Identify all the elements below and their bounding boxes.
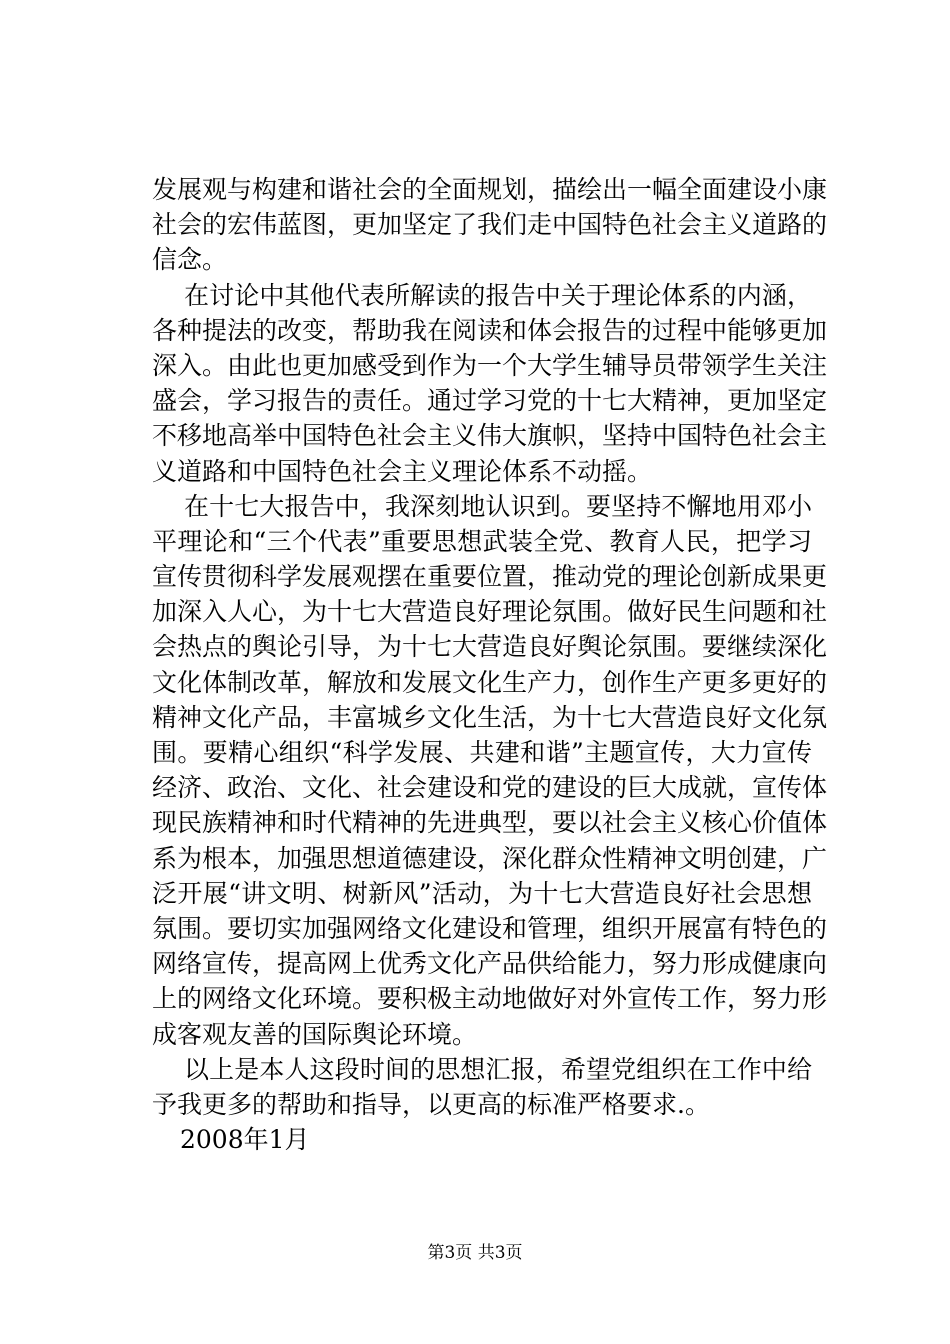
text-line: 以上是本人这段时间的思想汇报，希望党组织在工作中给 <box>184 1054 812 1084</box>
text-line: 加深入人心，为十七大营造良好理论氛围。做好民生问题和社 <box>152 597 828 627</box>
text-line: 各种提法的改变，帮助我在阅读和体会报告的过程中能够更加 <box>152 315 828 345</box>
text-line: 系为根本，加强思想道德建设，深化群众性精神文明创建，广 <box>152 843 828 873</box>
text-line: 社会的宏伟蓝图，更加坚定了我们走中国特色社会主义道路的 <box>152 210 828 240</box>
text-line: 义道路和中国特色社会主义理论体系不动摇。 <box>152 456 653 486</box>
text-line: 氛围。要切实加强网络文化建设和管理，组织开展富有特色的 <box>152 913 828 943</box>
text-line: 上的网络文化环境。要积极主动地做好对外宣传工作，努力形 <box>152 984 828 1014</box>
text-line: 精神文化产品，丰富城乡文化生活，为十七大营造良好文化氛 <box>152 702 828 732</box>
text-line: 信念。 <box>152 245 228 275</box>
text-line: 文化体制改革，解放和发展文化生产力，创作生产更多更好的 <box>152 667 828 697</box>
text-line: 在十七大报告中，我深刻地认识到。要坚持不懈地用邓小 <box>184 491 812 521</box>
text-line: 会热点的舆论引导，为十七大营造良好舆论氛围。要继续深化 <box>152 632 828 662</box>
text-line: 网络宣传，提高网上优秀文化产品供给能力，努力形成健康向 <box>152 949 828 979</box>
text-line: 深入。由此也更加感受到作为一个大学生辅导员带领学生关注 <box>152 350 828 380</box>
text-line: 予我更多的帮助和指导，以更高的标准严格要求.。 <box>152 1089 710 1119</box>
text-line: 成客观友善的国际舆论环境。 <box>152 1019 478 1049</box>
text-line: 平理论和“三个代表”重要思想武装全党、教育人民，把学习 <box>152 526 812 556</box>
text-line: 盛会，学习报告的责任。通过学习党的十七大精神，更加坚定 <box>152 386 828 416</box>
text-line: 围。要精心组织“科学发展、共建和谐”主题宣传，大力宣传 <box>152 738 812 767</box>
text-line: 发展观与构建和谐社会的全面规划，描绘出一幅全面建设小康 <box>152 175 828 204</box>
text-line: 在讨论中其他代表所解读的报告中关于理论体系的内涵， <box>184 280 812 310</box>
text-line: 经济、政治、文化、社会建设和党的建设的巨大成就，宣传体 <box>152 773 828 803</box>
text-line: 现民族精神和时代精神的先进典型，要以社会主义核心价值体 <box>152 808 828 838</box>
page-number-footer: 第3页 共3页 <box>427 1243 523 1263</box>
text-line: 宣传贯彻科学发展观摆在重要位置，推动党的理论创新成果更 <box>152 562 828 592</box>
text-line: 泛开展“讲文明、树新风”活动，为十七大营造良好社会思想 <box>152 878 812 908</box>
date-line: 2008年1月 <box>180 1125 310 1155</box>
text-line: 不移地高举中国特色社会主义伟大旗帜，坚持中国特色社会主 <box>152 421 828 451</box>
body-text <box>152 172 828 1157</box>
